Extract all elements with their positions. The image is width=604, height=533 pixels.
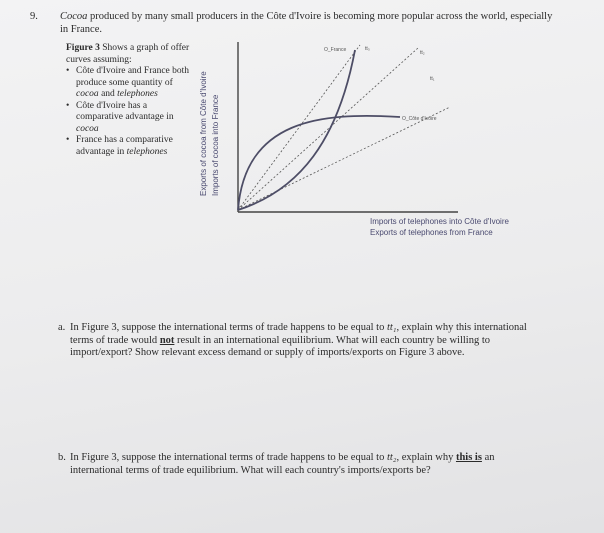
- part-a-text: , explain why this international terms of trade would: [70, 322, 527, 346]
- x-axis-label-1: Imports of telephones into Côte d'Ivoire: [370, 217, 509, 226]
- tt2-label: tt₂: [420, 50, 425, 56]
- part-b-label: b.: [58, 452, 66, 463]
- assumption-italic: cocoa: [76, 123, 99, 134]
- part-a-text: In Figure 3, suppose the international terms of trade happens to be equal to: [70, 322, 387, 333]
- question-intro: [60, 10, 560, 36]
- origin-label: 0: [239, 206, 242, 212]
- y-axis-label-2: Imports of cocoa into France: [211, 94, 220, 196]
- tt1-label: tt₁: [430, 76, 435, 82]
- x-axis-label-2: Exports of telephones from France: [370, 228, 493, 237]
- assumption-text: Côte d'Ivoire has a comparative advantage in: [76, 100, 174, 122]
- y-axis-label-1: Exports of cocoa from Côte d'Ivoire: [199, 71, 208, 196]
- part-b-text: an international terms of trade equilibrium. What will each country's imports/exports be?: [70, 452, 495, 476]
- o-france-label: O_France: [324, 47, 347, 53]
- part-b-text: In Figure 3, suppose the international terms of trade happens to be equal to: [70, 452, 387, 463]
- assumption-text: France has a comparative advantage in: [76, 135, 173, 157]
- figure-caption: [66, 43, 196, 66]
- assumption-item: [66, 66, 196, 101]
- assumption-list: [66, 66, 196, 158]
- part-a-not: not: [159, 334, 175, 346]
- assumption-italic: cocoa: [76, 89, 99, 99]
- part-b-this-is: this is: [455, 452, 482, 463]
- question-number: 9.: [30, 11, 38, 22]
- intro-italic: Cocoa: [60, 11, 88, 22]
- part-a-label: a.: [58, 322, 66, 333]
- intro-text: produced by many small producers in the Côte d'Ivoire is becoming more popular across the world, especially in France.: [60, 11, 553, 35]
- figure-title-rest: Shows a graph of offer curves assuming:: [66, 43, 190, 65]
- offer-curve-chart: [230, 40, 460, 220]
- o-cote-divoire-curve: [238, 116, 400, 210]
- figure-description: [66, 43, 196, 158]
- assumption-item: [66, 135, 196, 158]
- tt3-line: [238, 45, 360, 210]
- o-cote-divoire-label: O_Côte d'Ivoire: [402, 116, 437, 122]
- assumption-italic: telephones: [126, 146, 168, 157]
- tt3-label: tt₃: [365, 46, 370, 52]
- assumption-text: and: [98, 89, 118, 99]
- assumption-text: Côte d'Ivoire and France both produce some quantity of: [76, 66, 190, 88]
- figure-title: Figure 3: [66, 43, 100, 53]
- assumption-item: [66, 101, 196, 136]
- part-b-question: [70, 452, 530, 477]
- tt1-line: [238, 107, 450, 210]
- part-a-tt: tt₁: [386, 322, 397, 333]
- part-a-text: result in an international equilibrium. What will each country be willing to import/export? Show relevant excess demand or supply of imports/exports on Figure 3 above.: [70, 334, 491, 358]
- part-b-text: , explain why: [396, 452, 456, 463]
- part-b-tt: tt₂: [386, 452, 397, 463]
- assumption-italic: telephones: [117, 89, 158, 99]
- tt2-line: [238, 48, 418, 210]
- part-a-question: [70, 322, 530, 360]
